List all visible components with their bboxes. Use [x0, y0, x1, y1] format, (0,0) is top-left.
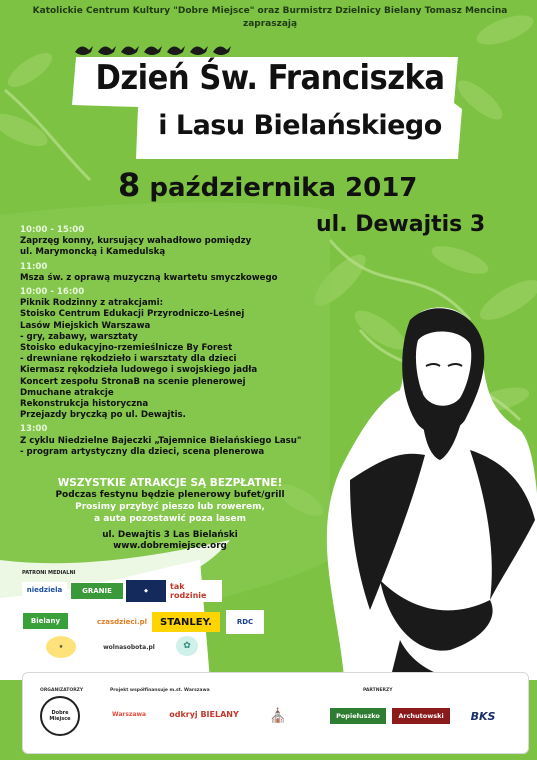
date-day: 8	[118, 166, 141, 204]
logo-wolnasobota: wolnasobota.pl	[98, 640, 160, 654]
logo-dobre-miejsce: Dobre Miejsce	[40, 696, 80, 736]
program-time: 10:00 - 16:00	[20, 287, 85, 298]
free-title: WSZYSTKIE ATRAKCJE SĄ BEZPŁATNE!	[57, 477, 283, 489]
invite-line: zapraszają	[242, 19, 298, 29]
logo-stanley: STANLEY.	[152, 612, 220, 632]
logo-czasdzieci: czasdzieci.pl	[94, 612, 150, 632]
logo-bks: BKS	[458, 706, 508, 726]
event-title: Dzień Św. Franciszka	[95, 58, 445, 98]
bike-info-2: a auta pozostawić poza lasem	[94, 514, 246, 524]
logo-warszawa: Warszawa	[104, 696, 154, 732]
event-address: ul. Dewajtis 3	[316, 212, 486, 237]
program-line: - program artystyczny dla dzieci, scena plenerowa	[20, 446, 265, 457]
program-line: Rekonstrukcja historyczna	[20, 399, 149, 410]
logo-rdc: RDC	[226, 610, 264, 634]
organizers-line: Katolickie Centrum Kultury "Dobre Miejsce" oraz Burmistrz Dzielnicy Bielany Tomasz Mencina	[32, 6, 508, 16]
cofinanced-label: Projekt współfinansuje m.st. Warszawa	[110, 688, 210, 693]
logo-flower: ✿	[176, 636, 198, 656]
program-line: Koncert zespołu StronaB na scenie plenerowej	[20, 376, 246, 387]
program-time: 11:00	[20, 261, 48, 272]
logo-circle-badge: ★	[46, 636, 76, 658]
program-line: Lasów Miejskich Warszawa	[20, 320, 151, 331]
location-address: ul. Dewajtis 3 Las Bielański	[102, 530, 238, 540]
program-line: Dmuchane atrakcje	[20, 387, 114, 398]
program-time: 10:00 - 15:00	[20, 225, 85, 235]
program-line: Msza św. z oprawą muzyczną kwartetu smyczkowego	[20, 272, 278, 283]
food-info: Podczas festynu będzie plenerowy bufet/grill	[55, 490, 285, 500]
logo-granie: GRANIE	[70, 582, 124, 600]
program-line: Kiermasz rękodzieła ludowego i swojskiego jadła	[20, 365, 258, 376]
program-line: Przejazdy bryczką po ul. Dewajtis.	[20, 410, 186, 421]
event-subtitle: i Lasu Bielańskiego	[158, 110, 442, 141]
logo-tak-rodzinie: tak rodzinie	[170, 580, 222, 602]
saint-figure-illustration	[250, 280, 537, 680]
program-line: - gry, zabawy, warsztaty	[20, 331, 138, 342]
program-line: Stoisko edukacyjno-rzemieślnicze By Forest	[20, 343, 233, 354]
website-link[interactable]: www.dobremiejsce.org	[113, 541, 227, 551]
logo-popieluszko: Popiełuszko	[330, 708, 386, 724]
program-line: Zaprzęg konny, kursujący wahadłowo pomiędzy	[20, 236, 252, 247]
logo-odkryj-bielany: odkryj BIELANY	[168, 700, 240, 728]
event-date	[118, 166, 438, 204]
date-month-year: października 2017	[149, 173, 418, 203]
program-line: Z cyklu Niedzielne Bajeczki „Tajemnice Bielańskiego Lasu"	[20, 435, 302, 446]
logo-niedziela: niedziela	[22, 582, 67, 598]
organizers-label: ORGANIZATORZY	[40, 688, 84, 693]
logo-archutowski: Archutowski	[392, 708, 450, 724]
logo-church-drawing: ⛪	[252, 696, 304, 736]
program-line: Piknik Rodzinny z atrakcjami:	[20, 298, 164, 309]
patrons-label: PATRONI MEDIALNI	[22, 570, 76, 576]
program-line: Stoisko Centrum Edukacji Przyrodniczo-Leśnej	[20, 309, 245, 320]
logo-tv: ◆	[126, 580, 166, 602]
bike-info-1: Prosimy przybyć pieszo lub rowerem,	[75, 502, 265, 512]
partners-label: PARTNERZY	[363, 688, 393, 693]
program-line: ul. Marymoncką i Kamedulską	[20, 247, 166, 258]
logo-bielany: Bielany	[22, 612, 69, 630]
program-line: - drewniane rękodzieło i warsztaty dla dzieci	[20, 354, 237, 365]
program-time: 13:00	[20, 424, 48, 435]
